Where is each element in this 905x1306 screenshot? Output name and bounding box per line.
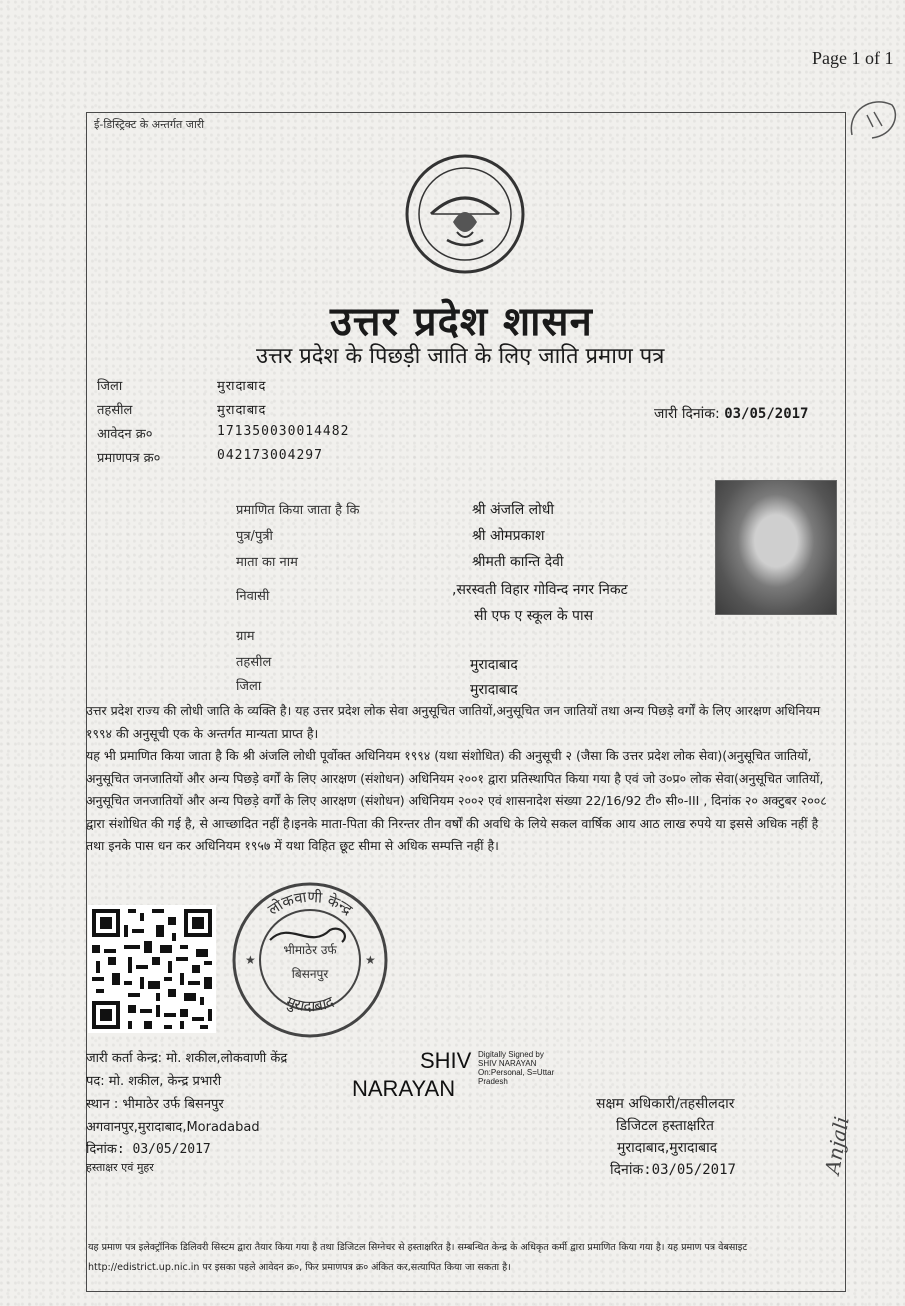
handwritten-corner-mark [842,90,902,150]
application-no-value: 171350030014482 [217,424,350,439]
certify-label: प्रमाणित किया जाता है कि [236,503,360,518]
center-seal-stamp [230,880,390,1040]
document-subtitle: उत्तर प्रदेश के पिछड़ी जाति के लिए जाति प्रमाण पत्र [256,344,665,369]
applicant-photo [715,480,837,615]
issuing-officer-line: पद: मो. शकील, केन्द्र प्रभारी [86,1074,222,1089]
document-title: उत्तर प्रदेश शासन [330,299,593,345]
tehsil-value: मुरादाबाद [217,403,267,418]
issuing-address-line: अगवानपुर,मुरादाबाद,Moradabad [86,1120,260,1135]
initials-scribble [270,929,345,942]
residence-line1: ,सरस्वती विहार गोविन्द नगर निकट [452,582,628,598]
father-name: श्री ओमप्रकाश [472,528,545,544]
issuing-date-line: दिनांक: 03/05/2017 [86,1142,211,1157]
applicant-name: श्री अंजलि लोधी [472,502,554,518]
cert-tehsil-label: तहसील [236,655,272,670]
issued-under-text: ई-डिस्ट्रिक्ट के अन्तर्गत जारी [94,118,205,131]
page-number: Page 1 of 1 [812,48,894,68]
mother-label: माता का नाम [236,555,298,570]
signer-name-line1: SHIV [420,1048,472,1073]
svg-text:★: ★ [365,953,376,967]
issuing-center-line: जारी कर्ता केन्द्र: मो. शकील,लोकवाणी केंद्र [86,1051,288,1066]
issuing-place-line: स्थान : भीमाठेर उर्फ बिसनपुर [86,1097,224,1112]
seal-text-bottom: मुरादाबाद [283,992,337,1016]
cert-district-value: मुरादाबाद [470,682,518,698]
signer-name-line2: NARAYAN [352,1076,456,1101]
certificate-no-label: प्रमाणपत्र क्र० [97,451,161,466]
qr-code [88,905,216,1033]
issue-date-value: 03/05/2017 [724,406,809,422]
certification-paragraph: यह भी प्रमाणित किया जाता है कि श्री अंजलि लोधी पूर्वोक्त अधिनियम १९९४ (यथा संशोधित) की अनुसूची २ (जैसा कि उत्तर प्रदेश लोक सेवा)(अनुसूचित जातियों, अनुसूचित जनजातियों और अन्य पिछड़े वर्गों के लिए आरक्षण (संशोधन) अधिनियम २००१ द्वारा प्रतिस्थापित किया गया है एवं जो उ०प्र० लोक सेवा(अनुसूचित जातियों, अनुसूचित जनजातियों और अन्य पिछड़े वर्गों के लिए आरक्षण (संशोधन) अधिनियम २००२ एवं शासनादेश संख्या 22/16/92 टी० सी०-III , दिनांक २० अक्टुबर २००८ द्वारा संशोधित की गई है, से आच्छादित नहीं है।इनके माता-पिता की निरन्तर तीन वर्षों की अवधि के लिये सकल वार्षिक आय आठ लाख रुपये या इससे अधिक नहीं है तथा इनके पास धन कर अधिनियम १९५७ में यथा विहित छूट सीमा से अधिक सम्पत्ति नहीं है। [86,748,827,853]
authority-location: मुरादाबाद,मुरादाबाद [617,1140,718,1156]
application-no-label: आवेदन क्र० [97,427,153,442]
district-value: मुरादाबाद [217,379,267,394]
signature-meta: Digitally Signed by SHIV NARAYAN On:Personal, S=Uttar Pradesh [478,1050,555,1086]
authority-date: दिनांक:03/05/2017 [610,1162,736,1178]
sign-and-seal-line: हस्ताक्षर एवं मुहर [86,1161,154,1174]
seal-text-mid: भीमाठेर उर्फ [283,943,337,957]
footer-verification-note: यह प्रमाण पत्र इलेक्ट्रॉनिक डिलिवरी सिस्टम द्वारा तैयार किया गया है तथा डिजिटल सिग्नेचर से हस्ताक्षरित है। सम्बन्धित केन्द्र के अधिकृत कर्मी द्वारा प्रमाणित किया गया है। यह प्रमाण पत्र वेबसाइट http://edistrict.up.nic.in पर इसका पहले आवेदन क्र०, फिर प्रमाणपत्र क्र० अंकित कर,सत्यापित किया जा सकता है। [88,1242,748,1273]
caste-paragraph: उत्तर प्रदेश राज्य की लोधी जाति के व्यक्ति है। यह उत्तर प्रदेश लोक सेवा अनुसूचित जातियों,अनुसूचित जन जातियों तथा अन्य पिछड़े वर्गों के लिए आरक्षण अधिनियम १९९४ की अनुसूची एक के अन्तर्गत मान्यता प्राप्त है। [86,703,821,741]
authority-designation: सक्षम अधिकारी/तहसीलदार [596,1096,735,1112]
issue-date [654,404,809,423]
authority-digital-signed: डिजिटल हस्ताक्षरित [616,1118,714,1134]
village-label: ग्राम [236,629,255,644]
mother-name: श्रीमती कान्ति देवी [472,554,564,570]
residence-label: निवासी [236,589,270,604]
certificate-no-value: 042173004297 [217,448,323,463]
parent-label: पुत्र/पुत्री [236,529,273,544]
seal-text-top: लोकवाणी केन्द्र [264,887,356,919]
cert-district-label: जिला [236,679,262,694]
tehsil-label: तहसील [97,403,133,418]
district-label: जिला [97,379,123,394]
issue-date-label: जारी दिनांक: [654,406,720,422]
seal-text-mid2: बिसनपुर [291,967,329,981]
cert-tehsil-value: मुरादाबाद [470,657,518,673]
svg-text:★: ★ [245,953,256,967]
handwritten-name: Anjali [820,1114,854,1177]
residence-line2: सी एफ ए स्कूल के पास [474,608,594,624]
up-government-emblem [403,152,527,276]
